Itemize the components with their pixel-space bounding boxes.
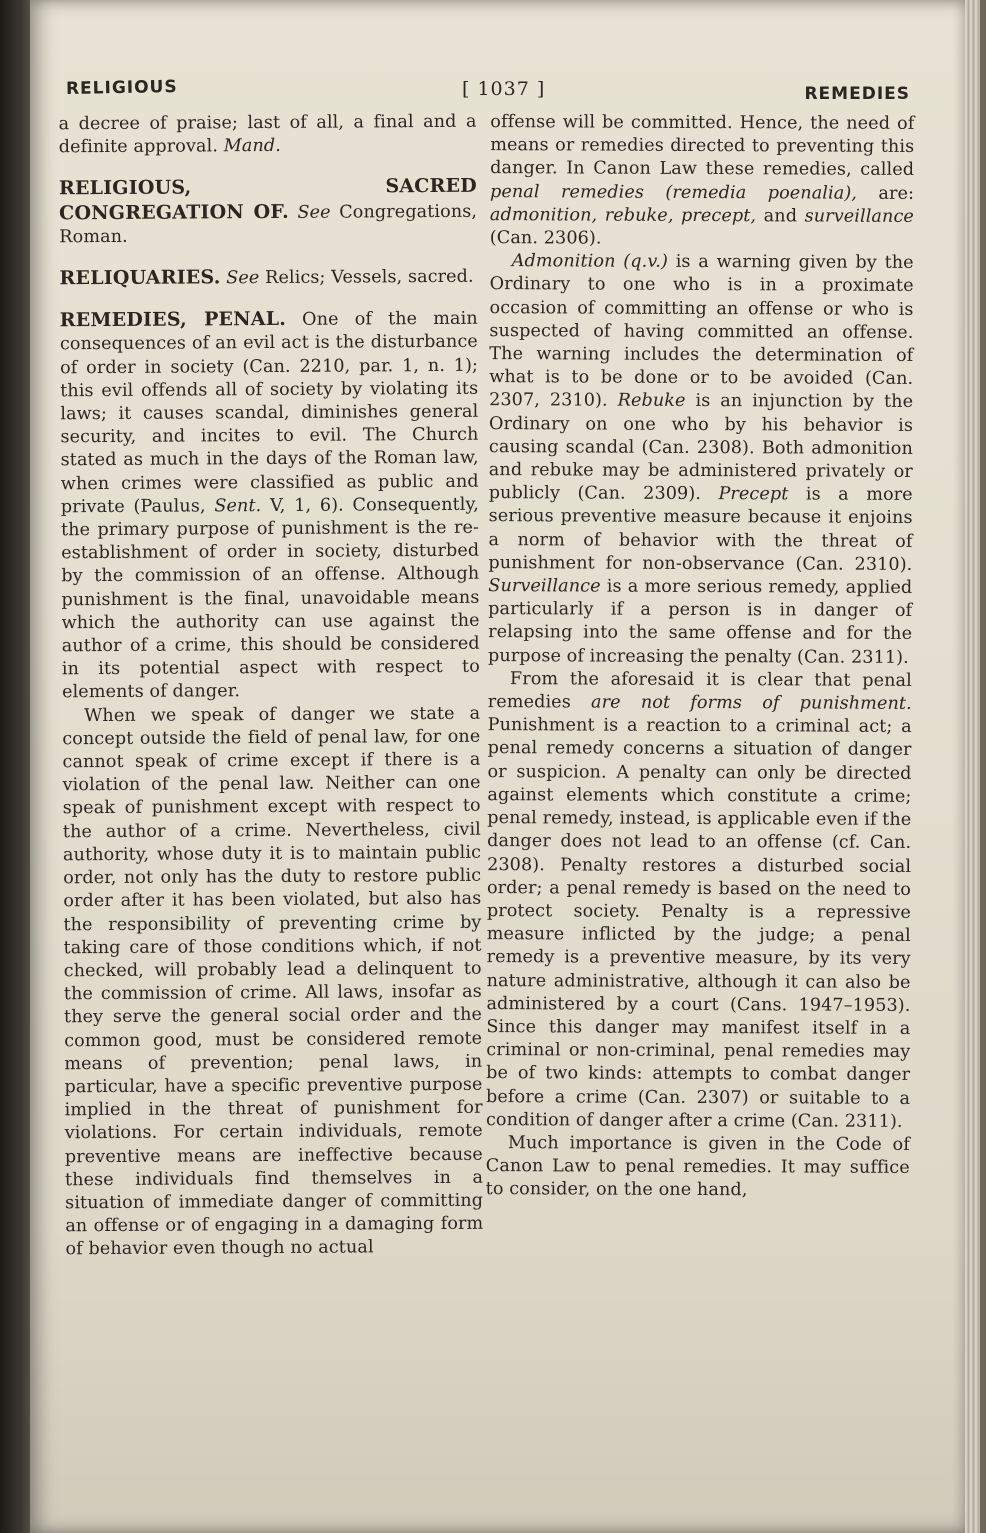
entry-heading: RELIGIOUS, SACRED CONGREGATION OF. — [58, 175, 478, 224]
paragraph — [488, 250, 914, 670]
page-edges — [965, 0, 986, 1533]
paragraph-text: V, 1, 6). Consequently, the primary purpose of punishment is the re-establishment of order in society, disturbed by the commission of an offense. Although punishment is the final, unavoidable means which the authority can use against the author of a crime, this should be considered in its potential aspect with respect to elements of danger. — [60, 494, 480, 703]
right-column — [486, 111, 915, 1203]
see-reference: See — [226, 268, 260, 289]
header-left-word: RELIGIOUS — [65, 77, 178, 99]
paragraph-text: is a warning given by the Ordinary to one who is in a proximate occasion of committing an offense or who is suspected of having committed an offense. The warning includes the determination of what is to be done or to be avoided (Can. 2307, 2310). — [489, 252, 914, 412]
left-column — [58, 111, 483, 1262]
qv-reference: (q.v.) — [623, 251, 669, 273]
paragraph-text: (Can. 2306). — [489, 228, 602, 249]
term-italic: Surveillance — [488, 576, 601, 597]
term-italic: Precept — [718, 484, 789, 505]
book-page — [30, 0, 965, 1533]
book-spine — [0, 0, 34, 1533]
term-list-italic: admonition, rebuke, precept, — [489, 204, 757, 227]
paragraph-text: is a more serious preventive measure because it enjoins a norm of behavior with the threat of punishment for non-observance (Can. 2310). — [488, 484, 913, 575]
term-italic: surveillance — [804, 206, 914, 227]
header-right-word: REMEDIES — [804, 84, 910, 104]
paragraph — [486, 668, 912, 1134]
page-number: [ 1037 ] — [462, 78, 546, 100]
latin-term: (remedia poenalia), — [665, 182, 858, 204]
entry-remedies-penal — [60, 307, 480, 705]
paragraph-text: One of the main consequences of an evil act is the disturbance of order in society (Can. 2210, par. 1, n. 1); this evil offends all of society by violating its laws; it causes scandal, diminishes general security, and incites to evil. The Church stated as much in the days of the Roman law, when crimes were classified as public and private (Paulus, — [59, 308, 479, 518]
term-italic: Rebuke — [617, 391, 686, 412]
paragraph-text: From the aforesaid it is clear that penal remedies — [487, 669, 912, 713]
see-reference: See — [297, 202, 331, 223]
entry-reliquaries — [59, 265, 477, 292]
paragraph-text: are: — [878, 183, 915, 204]
continuation-paragraph — [58, 111, 476, 160]
paragraph-text: is an injunction by the Ordinary on one who by his behavior is causing scandal (Can. 2308). Both admonition and rebuke may be administered privately or publicly (Can. 2309). — [488, 391, 914, 505]
paragraph-text: When we speak of danger we state a concept outside the field of penal law, for one cannot speak of crime except if there is a violation of the penal law. Neither can one speak of punishment except with respect to the author of a crime. Nevertheless, civil authority, whose duty it is to maintain public order, not only has the duty to restore public order after it has been violated, but also has the responsibility of preventing crime by taking care of those conditions which, if not checked, will probably lead a delinquent to the commission of crime. All laws, insofar as they serve the general social order and the common good, must be considered remote means of prevention; penal laws, in particular, have a specific preventive purpose implied in the threat of punishment for violations. For certain individuals, remote preventive means are ineffective because these individuals find themselves in a situation of immediate danger of committing an offense or of engaging in a damaging form of behavior even though no actual — [62, 703, 484, 1260]
term-italic: penal remedies — [489, 181, 645, 203]
cross-reference-text: Relics; Vessels, sacred. — [265, 266, 474, 289]
paragraph-text: offense will be committed. Hence, the need of means or remedies directed to preventing this danger. In Canon Law these remedies, called — [490, 112, 915, 181]
page-edge-shadow — [980, 0, 986, 1533]
paragraph-text: is a more serious remedy, applied particularly if a person is in danger of relapsing into the same offense and for the purpose of increasing the penalty (Can. 2311). — [487, 576, 913, 668]
continuation-text: a decree of praise; last of all, a final and a definite approval. — [58, 111, 477, 158]
paragraph-text: and — [763, 206, 798, 227]
term-italic: Admonition — [511, 251, 616, 272]
paragraph-text: Punishment is a reaction to a criminal act; a penal remedy concerns a situation of danger or suspicion. A penalty can only be directed against elements which constitute a crime; penal remedy, instead, is applicable even if the danger does not lead to an offense (cf. Can. 2308). Penalty restores a disturbed social order; a penal remedy is based on the need to protect society. Penalty is a repressive measure inflicted by the judge; a penal remedy is a preventive measure, by its very nature administrative, although it can also be administered by a court (Cans. 1947–1953). Since this danger may manifest itself in a criminal or non-criminal, penal remedies may be of two kinds: attempts to combat danger before a crime (Can. 2307) or suitable to a condition of danger after a crime (Can. 2311). — [485, 715, 912, 1132]
entry-religious-congregation — [59, 175, 477, 249]
emphasis-italic: are not forms of punishment. — [591, 692, 912, 715]
author-signature: Mand. — [223, 136, 281, 157]
paragraph — [62, 702, 483, 1261]
paragraph — [486, 1132, 910, 1203]
entry-heading: REMEDIES, PENAL. — [59, 308, 287, 332]
paragraph-text: Much importance is given in the Code of Canon Law to penal remedies. It may suffice to consider, on the one hand, — [485, 1133, 910, 1201]
running-header — [62, 72, 910, 112]
citation-italic: Sent. — [214, 495, 262, 517]
entry-heading: RELIQUARIES. — [59, 266, 221, 290]
paragraph — [490, 111, 915, 252]
cross-reference-text: Congregations, Roman. — [59, 201, 478, 248]
